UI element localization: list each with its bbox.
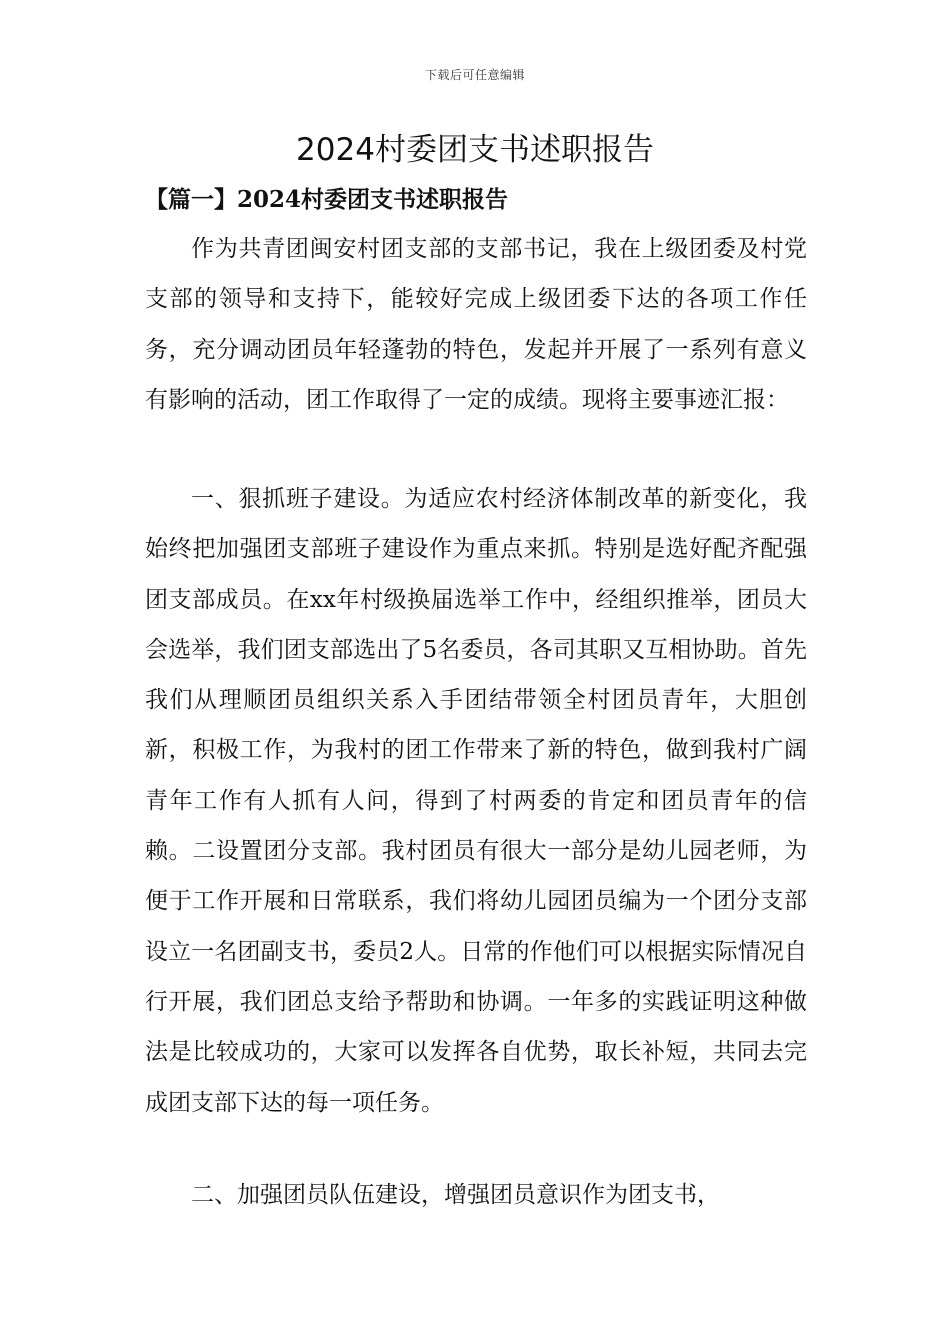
- document-title: 2024村委团支书述职报告: [296, 132, 654, 168]
- section-heading: 【篇一】2024村委团支书述职报告: [145, 186, 509, 213]
- paragraph-intro: 作为共青团闽安村团支部的支部书记，我在上级团委及村党支部的领导和支持下，能较好完成上级团委下达的各项工作任务，充分调动团员年轻蓬勃的特色，发起并开展了一系列有意义有影响的活动，团工作取得了一定的成绩。现将主要事迹汇报：: [145, 236, 807, 413]
- paragraph-team-building: 一、狠抓班子建设。为适应农村经济体制改革的新变化，我始终把加强团支部班子建设作为重点来抓。特别是选好配齐配强团支部成员。在xx年村级换届选举工作中，经组织推举，团员大会选举，我们团支部选出了5名委员，各司其职又互相协助。首先我们从理顺团员组织关系入手团结带领全村团员青年，大胆创新，积极工作，为我村的团工作带来了新的特色，做到我村广阔青年工作有人抓有人问，得到了村两委的肯定和团员青年的信赖。二设置团分支部。我村团员有很大一部分是幼儿园老师，为便于工作开展和日常联系，我们将幼儿园团员编为一个团分支部设立一名团副支书，委员2人。日常的作他们可以根据实际情况自行开展，我们团总支给予帮助和协调。一年多的实践证明这种做法是比较成功的，大家可以发挥各自优势，取长补短，共同去完成团支部下达的每一项任务。: [145, 486, 807, 1116]
- header-note: 下载后可任意编辑: [424, 68, 525, 82]
- paragraph-member-building: 二、加强团员队伍建设，增强团员意识作为团支书，: [191, 1182, 720, 1208]
